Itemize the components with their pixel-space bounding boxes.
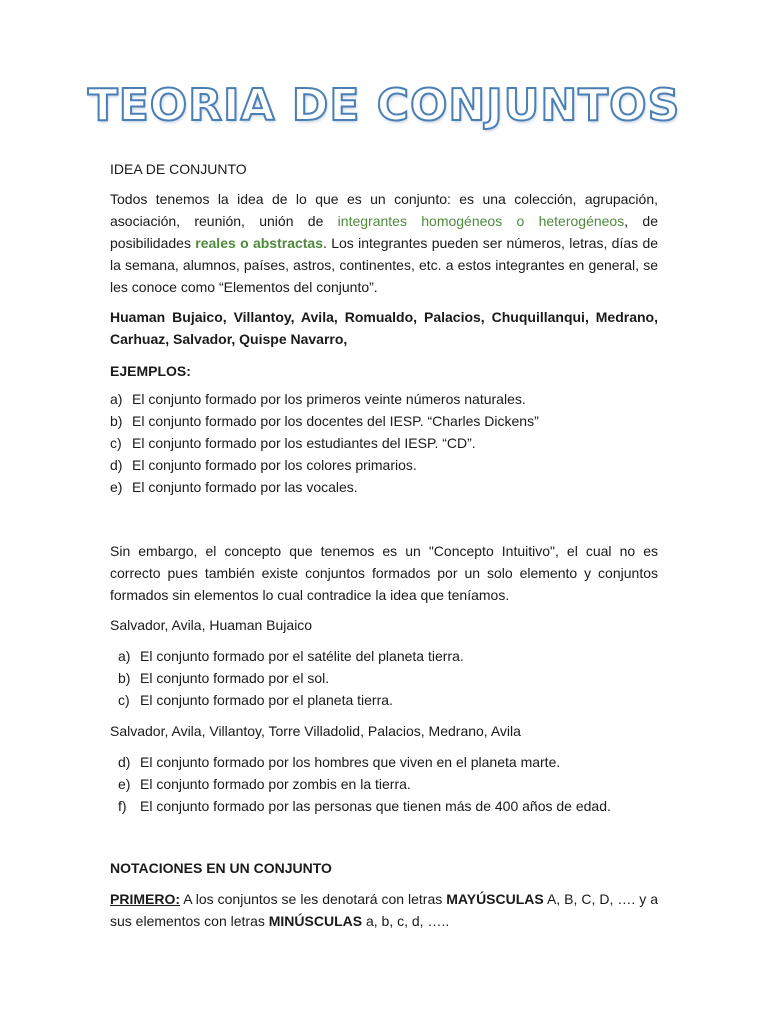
first-text-2: A, B, C, D, …. y a sus elementos con letras — [110, 891, 658, 929]
list-item-text: El conjunto formado por los hombres que viven en el planeta marte. — [140, 754, 561, 770]
list-item-text: El conjunto formado por las personas que tienen más de 400 años de edad. — [140, 798, 611, 814]
list-item — [110, 388, 658, 410]
list-item — [118, 773, 658, 795]
intuitive-list-2 — [118, 751, 658, 817]
list-item — [110, 410, 658, 432]
list-item-text: El conjunto formado por los primeros veinte números naturales. — [132, 391, 526, 407]
list-item — [110, 476, 658, 498]
intro-text-2: , de posibilidades — [110, 213, 658, 251]
list-item-text: El conjunto formado por los estudiantes del IESP. “CD”. — [132, 435, 476, 451]
list-item-text: El conjunto formado por las vocales. — [132, 479, 358, 495]
list-item — [118, 667, 658, 689]
list-item — [118, 751, 658, 773]
list-item-text: El conjunto formado por el planeta tierra. — [140, 692, 393, 708]
examples-heading: EJEMPLOS: — [110, 363, 191, 379]
list-marker: e) — [118, 776, 131, 792]
intro-text-3: . Los integrantes pueden ser números, letras, días de la semana, alumnos, países, astros, continentes, etc. a estos integrantes en general, se les conoce como “Elementos del conjunto”. — [110, 235, 659, 295]
list-marker: e) — [110, 479, 123, 495]
list-item — [110, 454, 658, 476]
list-marker: f) — [118, 798, 127, 814]
list-item-text: El conjunto formado por el satélite del planeta tierra. — [140, 648, 464, 664]
first-bold-minusculas: MINÚSCULAS — [268, 913, 363, 929]
list-marker: a) — [110, 391, 123, 407]
intro-text-1: Todos tenemos la idea de lo que es un conjunto: es una colección, agrupación, asociación, reunión, unión de — [110, 191, 658, 229]
section-heading-idea: IDEA DE CONJUNTO — [110, 161, 247, 177]
list-marker: b) — [118, 670, 131, 686]
intuitive-paragraph: Sin embargo, el concepto que tenemos es un "Concepto Intuitivo", el cual no es correcto pues también existe conjuntos formados por un solo elemento y conjuntos formados sin elementos lo cual contradice la idea que teníamos. — [110, 543, 658, 603]
list-marker: d) — [118, 754, 131, 770]
list-item-text: El conjunto formado por zombis en la tierra. — [140, 776, 411, 792]
authors-line-1: Huaman Bujaico, Villantoy, Avila, Romualdo, Palacios, Chuquillanqui, Medrano, Carhuaz, Salvador, Quispe Navarro, — [110, 309, 658, 347]
intro-paragraph — [110, 188, 658, 298]
list-item-text: El conjunto formado por el sol. — [140, 670, 330, 686]
notations-first-paragraph — [110, 888, 658, 932]
list-marker: c) — [118, 692, 130, 708]
list-item — [118, 689, 658, 711]
list-marker: a) — [118, 648, 131, 664]
list-item-text: El conjunto formado por los colores primarios. — [132, 457, 417, 473]
intro-highlight-reales: reales o abstractas — [195, 235, 324, 251]
intro-highlight-homogeneos: integrantes homogéneos o heterogéneos — [337, 213, 625, 229]
list-item — [110, 432, 658, 454]
first-label: PRIMERO: — [110, 891, 180, 907]
first-text-3: a, b, c, d, ….. — [362, 913, 450, 929]
first-bold-mayusculas: MAYÚSCULAS — [446, 891, 544, 907]
list-marker: b) — [110, 413, 123, 429]
intuitive-list-1 — [118, 645, 658, 711]
list-marker: d) — [110, 457, 123, 473]
list-item — [118, 645, 658, 667]
list-item-text: El conjunto formado por los docentes del IESP. “Charles Dickens” — [132, 413, 539, 429]
authors-line-2: Salvador, Avila, Huaman Bujaico — [110, 617, 313, 633]
first-text-1: A los conjuntos se les denotará con letras — [180, 891, 447, 907]
notations-heading: NOTACIONES EN UN CONJUNTO — [110, 860, 332, 876]
list-marker: c) — [110, 435, 122, 451]
list-item — [118, 795, 658, 817]
page-title: TEORIA DE CONJUNTOS — [87, 80, 681, 131]
examples-list — [110, 388, 658, 498]
authors-line-3: Salvador, Avila, Villantoy, Torre Villadolid, Palacios, Medrano, Avila — [110, 723, 521, 739]
